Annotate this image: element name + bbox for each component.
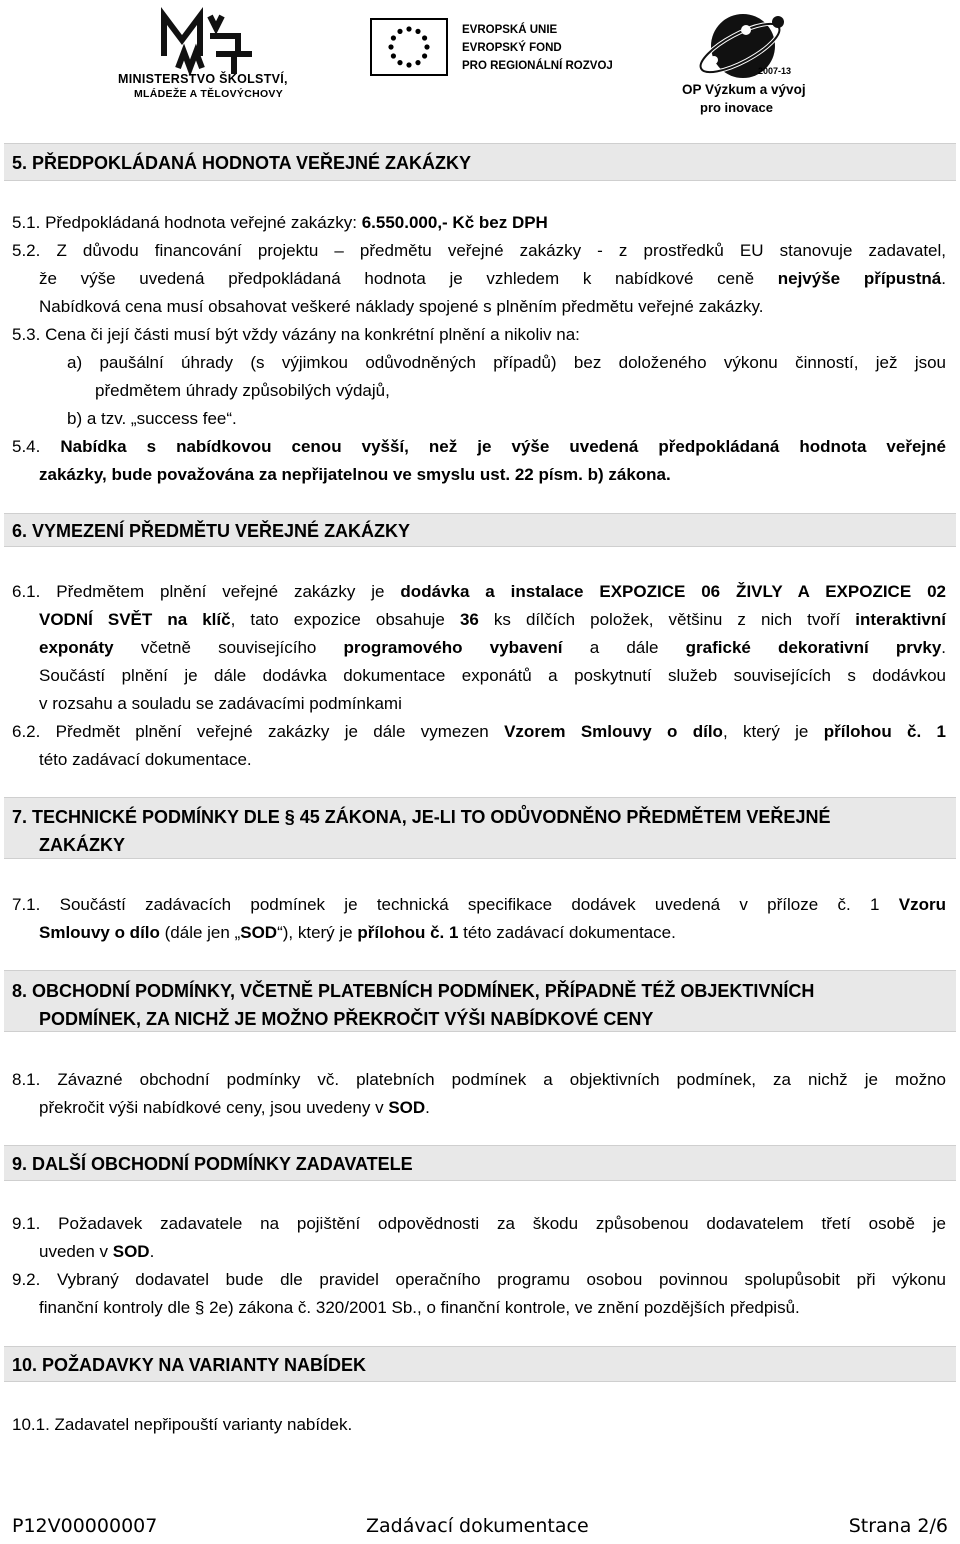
section-5-heading: 5. PŘEDPOKLÁDANÁ HODNOTA VEŘEJNÉ ZAKÁZKY bbox=[4, 143, 956, 181]
s9-2-line2: finanční kontroly dle § 2e) zákona č. 320/2001 Sb., o finanční kontrole, ve znění pozdějších předpisů. bbox=[39, 1298, 800, 1317]
section-10-heading: 10. POŽADAVKY NA VARIANTY NABÍDEK bbox=[4, 1346, 956, 1382]
s6-1-line1: 6.1. Předmětem plnění veřejné zakázky je dodávka a instalace EXPOZICE 06 ŽIVLY A EXPOZICE 02 bbox=[12, 582, 946, 601]
op-line1: OP Výzkum a vývoj bbox=[682, 82, 806, 97]
s9-1-line2: uveden v SOD. bbox=[39, 1242, 155, 1261]
footer-doc-title: Zadávací dokumentace bbox=[366, 1515, 589, 1537]
s5-2-line2: že výše uvedená předpokládaná hodnota je vzhledem k nabídkové ceně nejvýše přípustná. bbox=[39, 269, 946, 288]
msmt-line2: MLÁDEŽE A TĚLOVÝCHOVY bbox=[134, 88, 284, 100]
footer-code: P12V00000007 bbox=[12, 1515, 158, 1537]
eu-star-icon bbox=[391, 35, 396, 40]
section-8-heading: 8. OBCHODNÍ PODMÍNKY, VČETNĚ PLATEBNÍCH PODMÍNEK, PŘÍPADNĚ TÉŽ OBJEKTIVNÍCH PODMÍNEK, ZA NICHŽ JE MOŽNO PŘEKROČIT VÝŠI NABÍDKOVÉ CENY bbox=[4, 970, 956, 1032]
s6-1-line5: v rozsahu a souladu se zadávacími podmínkami bbox=[39, 694, 402, 713]
s6-1-line2: VODNÍ SVĚT na klíč, tato expozice obsahuje 36 ks dílčích položek, většinu z nich tvoří interaktivní bbox=[39, 610, 946, 629]
eu-flag-icon bbox=[370, 18, 448, 76]
eu-star-icon bbox=[388, 44, 393, 49]
eu-star-icon bbox=[397, 29, 402, 34]
section-9-heading: 9. DALŠÍ OBCHODNÍ PODMÍNKY ZADAVATELE bbox=[4, 1145, 956, 1181]
eu-star-icon bbox=[424, 44, 429, 49]
s5-1: 5.1. Předpokládaná hodnota veřejné zakázky: 6.550.000,- Kč bez DPH bbox=[12, 213, 548, 232]
section-7-heading: 7. TECHNICKÉ PODMÍNKY DLE § 45 ZÁKONA, JE-LI TO ODŮVODNĚNO PŘEDMĚTEM VEŘEJNÉ ZAKÁZKY bbox=[4, 797, 956, 859]
s7-1-line2: Smlouvy o dílo (dále jen „SOD“), který je přílohou č. 1 této zadávací dokumentace. bbox=[39, 923, 676, 942]
s5-3-a-line1: a) paušální úhrady (s výjimkou odůvodněných případů) bez doloženého výkonu činností, jež jsou bbox=[67, 353, 946, 372]
eu-star-icon bbox=[422, 35, 427, 40]
op-line2: pro inovace bbox=[700, 100, 773, 115]
s8-1-line1: 8.1. Závazné obchodní podmínky vč. platebních podmínek a objektivních podmínek, za nichž je možno bbox=[12, 1070, 946, 1089]
s9-1-line1: 9.1. Požadavek zadavatele na pojištění odpovědnosti za škodu způsobenou dodavatelem třetí osobě je bbox=[12, 1214, 946, 1233]
s6-1-line4: Součástí plnění je dále dodávka dokumentace exponátů a poskytnutí služeb souvisejících s dodávkou bbox=[39, 666, 946, 685]
eu-logo bbox=[370, 18, 613, 80]
eu-star-icon bbox=[391, 53, 396, 58]
s5-2-line1: 5.2. Z důvodu financování projektu – předmětu veřejné zakázky - z prostředků EU stanovuje zadavatel, bbox=[12, 241, 946, 260]
s6-2-line1: 6.2. Předmět plnění veřejné zakázky je dále vymezen Vzorem Smlouvy o dílo, který je přílohou č. 1 bbox=[12, 722, 946, 741]
msmt-logo bbox=[112, 6, 302, 104]
op-logo bbox=[672, 8, 812, 116]
s6-2-line2: této zadávací dokumentace. bbox=[39, 750, 252, 769]
eu-star-icon bbox=[415, 60, 420, 65]
s5-3-line1: 5.3. Cena či její části musí být vždy vázány na konkrétní plnění a nikoliv na: bbox=[12, 325, 580, 344]
s9-2-line1: 9.2. Vybraný dodavatel bude dle pravidel operačního programu osobou povinnou spolupůsobit při výkonu bbox=[12, 1270, 946, 1289]
eu-star-icon bbox=[406, 26, 411, 31]
eu-star-icon bbox=[406, 62, 411, 67]
footer-page: Strana 2/6 bbox=[848, 1515, 948, 1537]
s5-3-a-line2: předmětem úhrady způsobilých výdajů, bbox=[95, 381, 390, 400]
msmt-emblem-icon bbox=[112, 6, 302, 76]
eu-line3: PRO REGIONÁLNÍ ROZVOJ bbox=[462, 60, 613, 72]
msmt-line1: MINISTERSTVO ŠKOLSTVÍ, bbox=[118, 72, 288, 86]
s6-1-line3: exponáty včetně souvisejícího programového vybavení a dále grafické dekorativní prvky. bbox=[39, 638, 947, 657]
s7-1-line1: 7.1. Součástí zadávacích podmínek je technická specifikace dodávek uvedená v příloze č. 1 Vzoru bbox=[12, 895, 946, 914]
s5-3-b: b) a tzv. „success fee“. bbox=[67, 409, 237, 428]
eu-line1: EVROPSKÁ UNIE bbox=[462, 24, 558, 36]
eu-star-icon bbox=[415, 29, 420, 34]
eu-line2: EVROPSKÝ FOND bbox=[462, 42, 562, 54]
op-years: 2007-13 bbox=[758, 66, 792, 76]
s5-2-line3: Nabídková cena musí obsahovat veškeré náklady spojené s plněním předmětu veřejné zakázky. bbox=[39, 297, 764, 316]
s8-1-line2: překročit výši nabídkové ceny, jsou uvedeny v SOD. bbox=[39, 1098, 430, 1117]
eu-star-icon bbox=[422, 53, 427, 58]
s10-1: 10.1. Zadavatel nepřipouští varianty nabídek. bbox=[12, 1415, 353, 1434]
section-6-heading: 6. VYMEZENÍ PŘEDMĚTU VEŘEJNÉ ZAKÁZKY bbox=[4, 513, 956, 547]
eu-star-icon bbox=[397, 60, 402, 65]
s5-4-line1: 5.4. Nabídka s nabídkovou cenou vyšší, než je výše uvedená předpokládaná hodnota veřejné bbox=[12, 437, 946, 456]
s5-4-line2: zakázky, bude považována za nepřijatelnou ve smyslu ust. 22 písm. b) zákona. bbox=[39, 465, 671, 484]
